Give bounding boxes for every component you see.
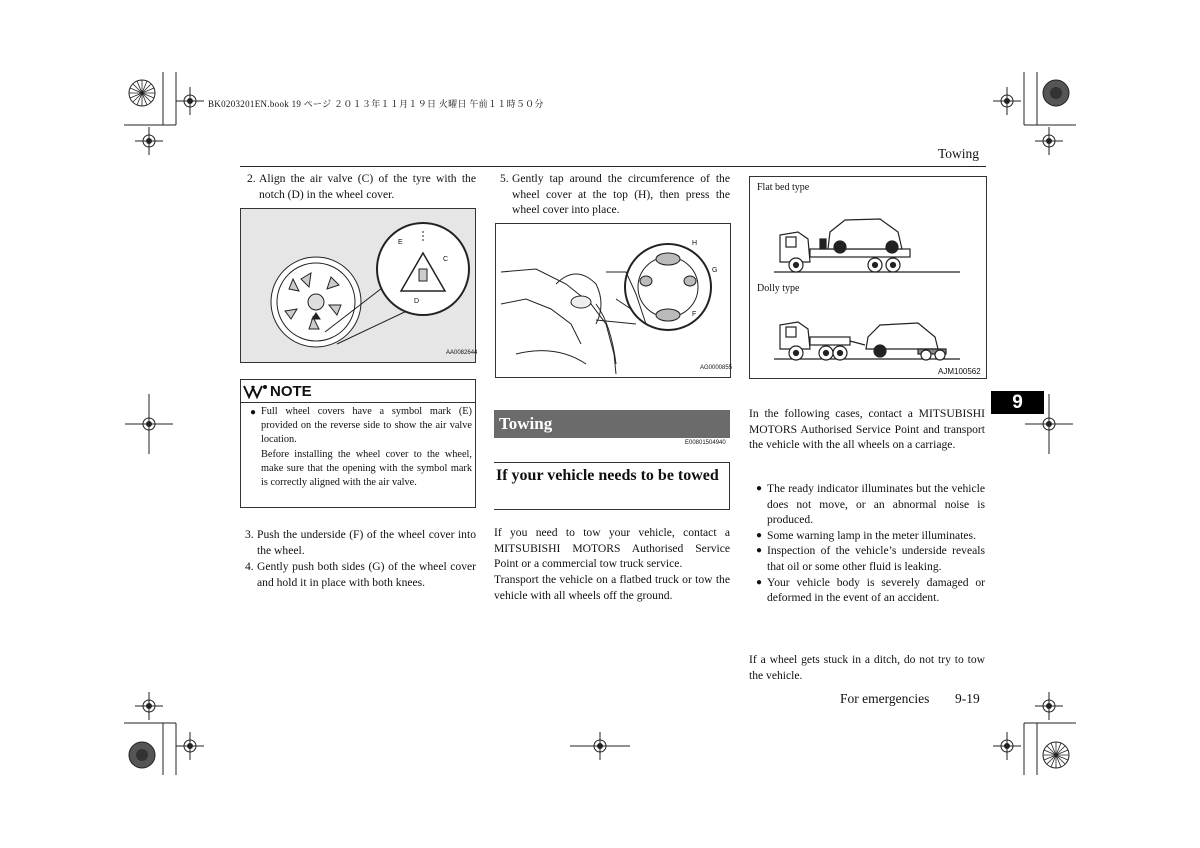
note-bullet-text: Full wheel covers have a symbol mark (E) provided on the reverse side to show the air valve location. [261, 406, 472, 446]
wheel-cover-illustration [241, 209, 478, 362]
bullet-icon: ● [756, 545, 763, 557]
section-code: E00801504940 [685, 440, 726, 446]
fig3-code: AJM100562 [938, 367, 981, 376]
fig1-label-e: E [398, 239, 403, 246]
cases-intro: In the following cases, contact a MITSUBISHI MOTORS Authorised Service Point and transport the vehicle with the all wheels on a carriage. [749, 407, 985, 452]
flatbed-label: Flat bed type [757, 182, 810, 193]
note-bullet-icon: ● [250, 407, 257, 418]
step-5 [500, 171, 730, 218]
note-header [241, 380, 475, 403]
list-item [756, 481, 985, 528]
list-item-text: Some warning lamp in the meter illuminates. [767, 528, 976, 542]
list-item-text: Your vehicle body is severely damaged or deformed in the event of an accident. [767, 575, 985, 605]
step-3 [245, 527, 476, 558]
step-5-number: 5. [500, 172, 509, 185]
towing-para-1: If you need to tow your vehicle, contact a MITSUBISHI MOTORS Authorised Service Point or a commercial tow truck service. [494, 526, 730, 571]
fig2-label-h: H [692, 240, 698, 247]
list-item [756, 543, 985, 574]
step-4 [245, 559, 476, 590]
step-2-number: 2. [247, 172, 256, 185]
step-3-text: Push the underside (F) of the wheel cover into the wheel. [257, 528, 476, 557]
header-rule [240, 166, 986, 167]
fig1-label-c: C [443, 256, 449, 263]
list-item-text: The ready indicator illuminates but the vehicle does not move, or an abnormal noise is produced. [767, 482, 985, 527]
note-body [241, 403, 475, 490]
subsection-box [494, 462, 730, 510]
note-heading: NOTE [270, 382, 312, 400]
fig2-code: AG0000855 [700, 365, 733, 371]
page-number: 9-19 [955, 691, 980, 706]
step-4-number: 4. [245, 560, 254, 573]
section-title: Towing [494, 410, 730, 438]
tow-vehicles-illustration [750, 177, 986, 378]
step-2 [247, 171, 476, 202]
figure-wheel-cover-valve [240, 208, 476, 363]
step-3-number: 3. [245, 528, 254, 541]
figure-wheel-cover-install [495, 223, 731, 378]
list-item-text: Inspection of the vehicle’s underside reveals that oil or some other fluid is leaking. [767, 544, 985, 573]
towing-para-2: Transport the vehicle on a flatbed truck or tow the vehicle with all wheels off the ground. [494, 573, 730, 602]
bullet-icon: ● [756, 483, 763, 494]
bullet-icon: ● [756, 576, 763, 588]
step-5-text: Gently tap around the circumference of the wheel cover at the top (H), then press the wheel cover into place. [512, 172, 730, 217]
cases-list [756, 481, 985, 606]
subsection-title: If your vehicle needs to be towed [496, 467, 719, 484]
page-header-title: Towing [938, 146, 980, 161]
list-item [756, 575, 985, 606]
fig2-label-f: F [692, 311, 697, 318]
note-continuation: Before installing the wheel cover to the wheel, make sure that the opening with the symbol mark is correctly aligned with the air valve. [261, 448, 472, 489]
closing-note: If a wheel gets stuck in a ditch, do not try to tow the vehicle. [749, 653, 985, 682]
fig2-label-g: G [712, 267, 718, 274]
chapter-tab: 9 [991, 391, 1044, 414]
book-info: BK0203201EN.book 19 ページ ２０１３年１１月１９日 火曜日 午前１１時５０分 [208, 99, 544, 109]
bullet-icon: ● [756, 529, 763, 541]
figure-tow-types [749, 176, 987, 379]
note-icon [241, 382, 269, 400]
list-item [756, 528, 985, 544]
step-4-text: Gently push both sides (G) of the wheel cover and hold it in place with both knees. [257, 560, 476, 589]
fig1-code: AA0082644 [446, 350, 478, 356]
footer-section: For emergencies [840, 691, 930, 706]
fig1-label-d: D [414, 298, 420, 305]
step-2-text: Align the air valve (C) of the tyre with the notch (D) in the wheel cover. [259, 172, 476, 201]
note-box [240, 379, 476, 508]
dolly-label: Dolly type [757, 283, 800, 294]
